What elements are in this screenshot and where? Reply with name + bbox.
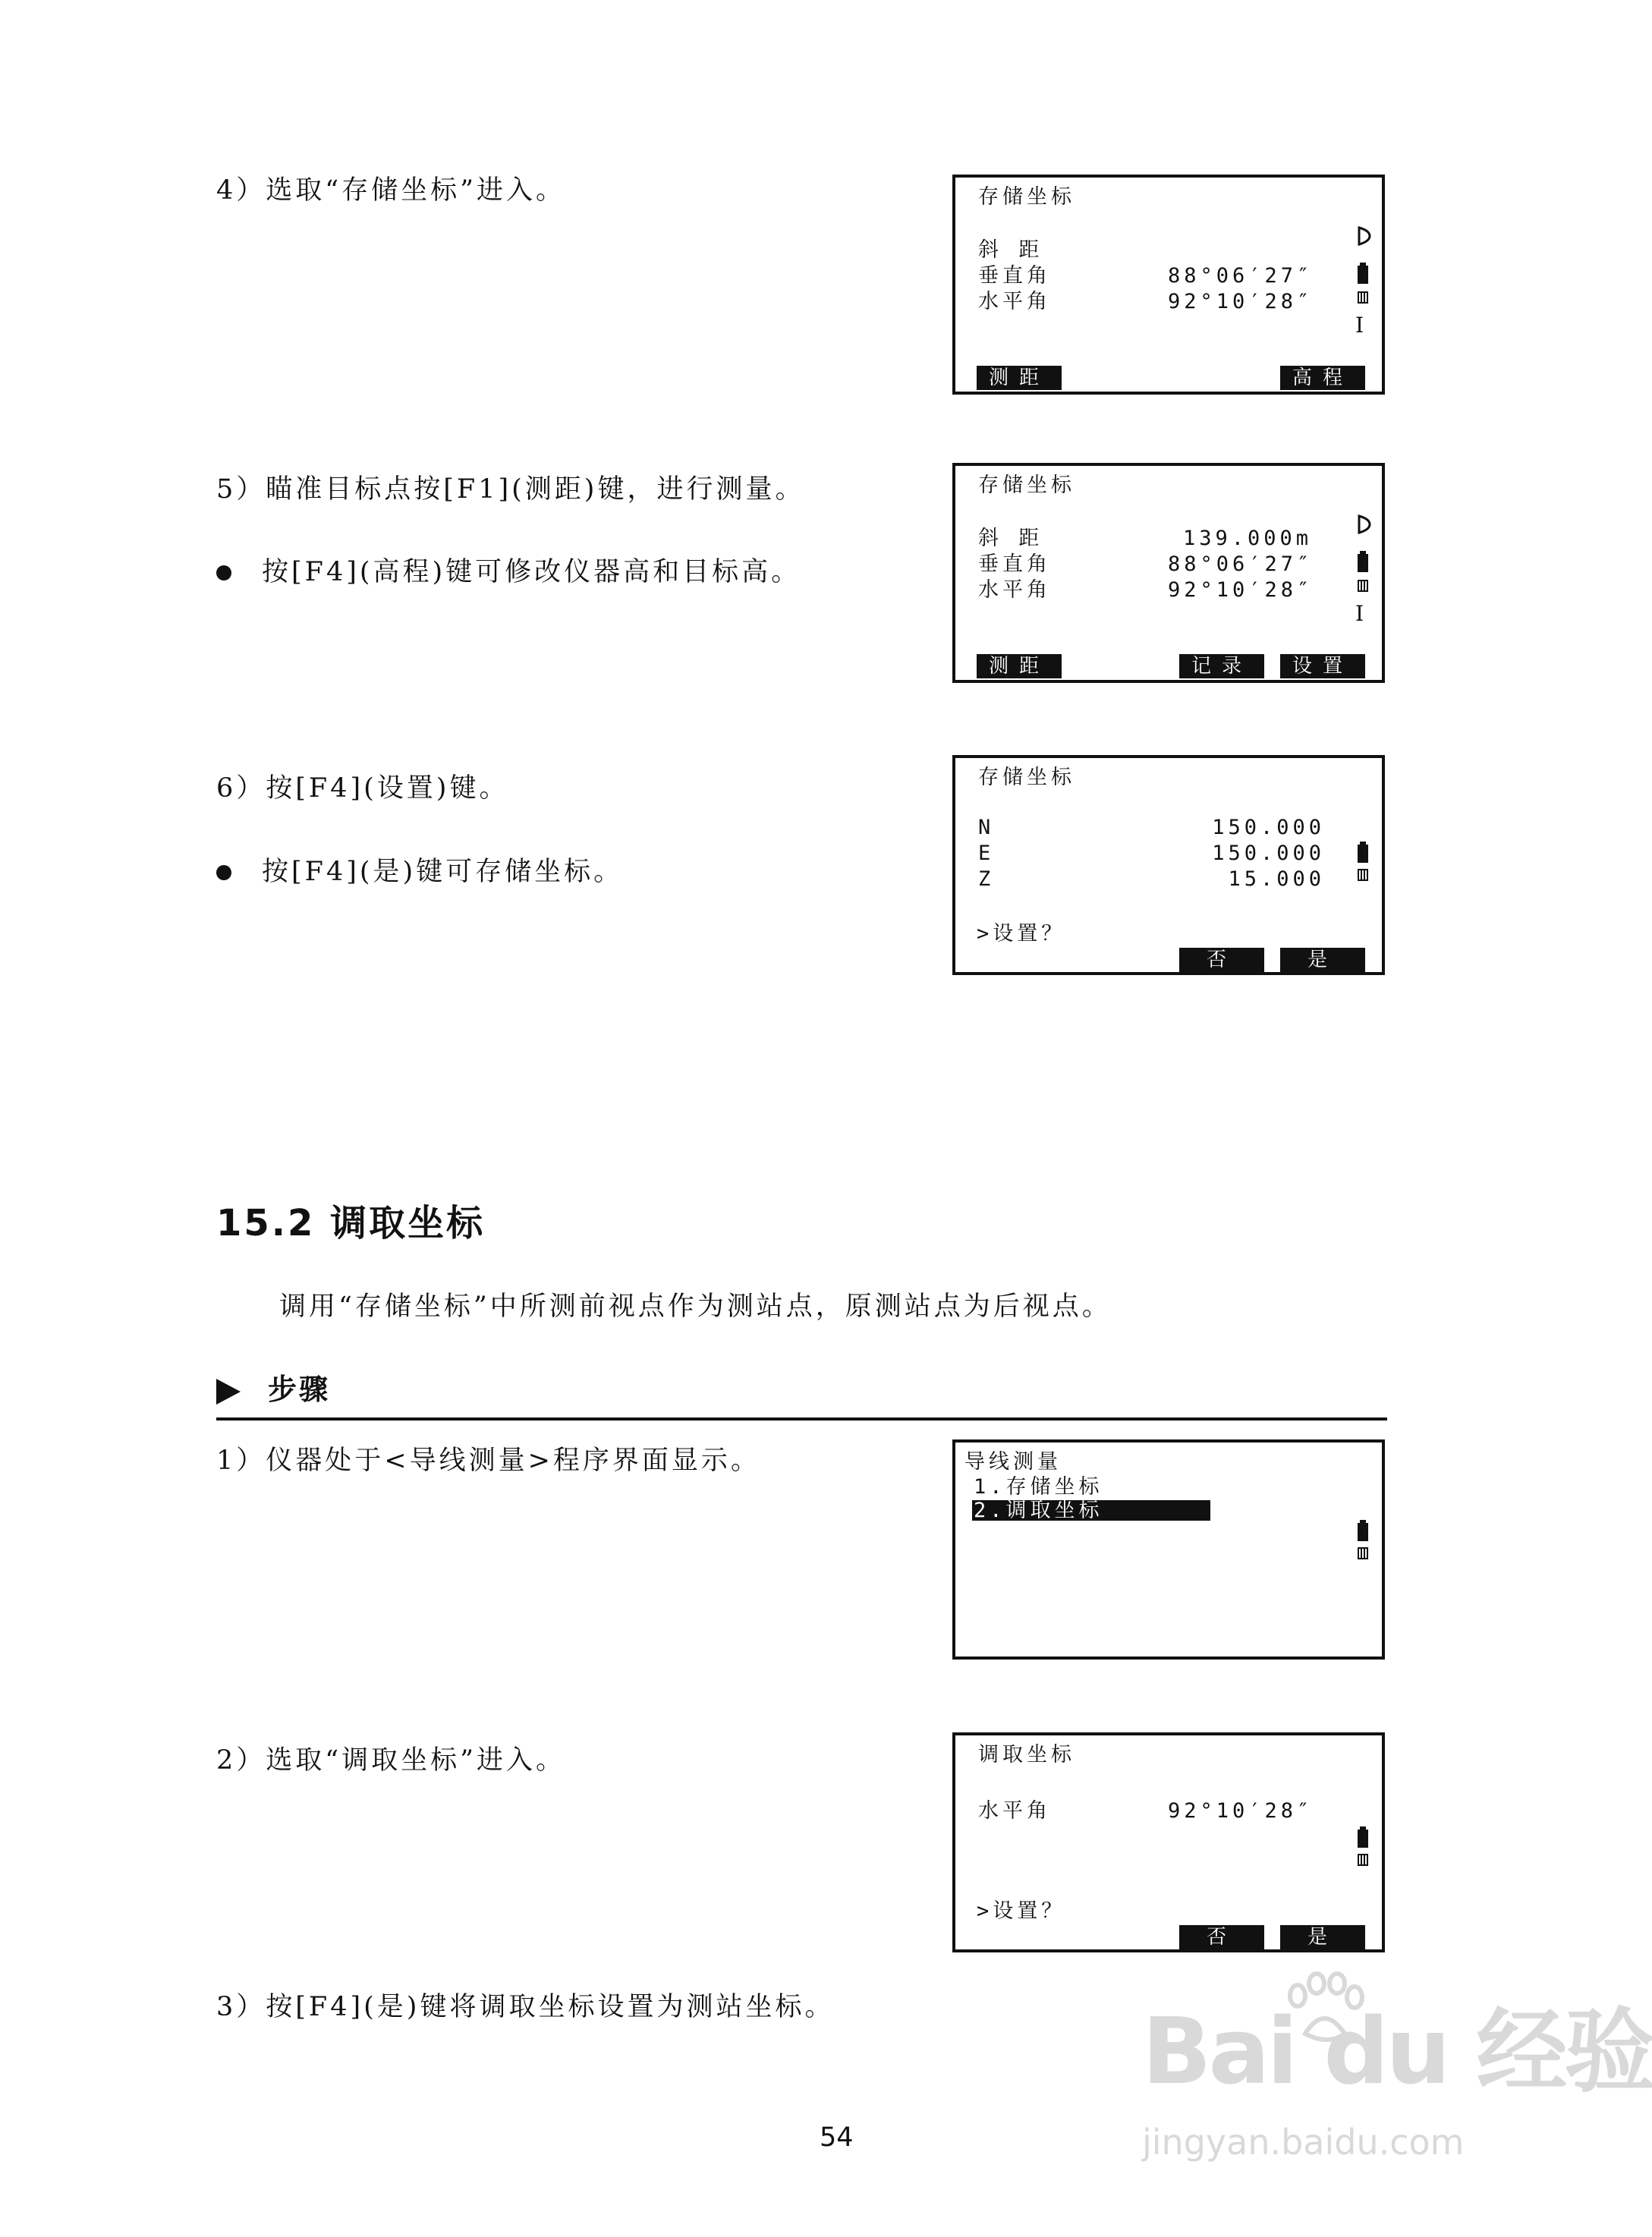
step-2-text: 2）选取“调取坐标”进入。 <box>216 1745 566 1776</box>
softkey-f4-yes[interactable]: 是 <box>1280 948 1365 972</box>
row-label-horizontal-angle: 水平角 <box>978 578 1051 602</box>
screen-title: 调取坐标 <box>978 1743 1075 1767</box>
watermark-url: jingyan.baidu.com <box>1142 2122 1465 2163</box>
battery-icon <box>1358 842 1368 863</box>
bullet-icon <box>216 865 231 880</box>
softkey-f4[interactable]: 设置 <box>1280 654 1365 678</box>
z-value: 15.000 <box>1228 867 1325 891</box>
row-label-horizontal-angle: 水平角 <box>978 1799 1051 1823</box>
battery-icon <box>1358 1520 1368 1541</box>
screen-title: 导线测量 <box>964 1450 1062 1474</box>
step-4-text: 4）选取“存储坐标”进入。 <box>216 175 566 206</box>
softkey-f1[interactable]: 测距 <box>977 654 1062 678</box>
bullet-icon <box>216 565 231 580</box>
softkey-f3-no[interactable]: 否 <box>1179 1925 1264 1949</box>
vertical-angle-value: 88°06′27″ <box>1168 552 1314 576</box>
row-label-z: Z <box>978 867 995 891</box>
softkey-f4[interactable]: 高程 <box>1280 366 1365 390</box>
signal-icon <box>1358 869 1368 881</box>
softkey-f3-no[interactable]: 否 <box>1179 948 1264 972</box>
step-5-note: 按[F4](高程)键可修改仪器高和目标高。 <box>262 557 801 587</box>
menu-item-store-coordinates[interactable]: 1.存储坐标 <box>974 1475 1103 1499</box>
page-number: 54 <box>820 2122 854 2153</box>
vertical-angle-value: 88°06′27″ <box>1168 264 1314 288</box>
confirm-prompt: >设置？ <box>977 1899 1066 1923</box>
softkey-f4-yes[interactable]: 是 <box>1280 1925 1365 1949</box>
section-title: 15.2 调取坐标 <box>216 1202 486 1244</box>
step-5-text: 5）瞄准目标点按[F1](测距)键，进行测量。 <box>216 474 805 505</box>
status-indicator: I <box>1355 601 1364 626</box>
screen-title: 存储坐标 <box>978 766 1075 789</box>
signal-icon <box>1358 580 1368 592</box>
row-label-e: E <box>978 842 995 865</box>
step-6-note: 按[F4](是)键可存储坐标。 <box>262 857 624 887</box>
row-label-vertical-angle: 垂直角 <box>978 264 1051 288</box>
lcd-screen-traverse-menu <box>952 1439 1385 1660</box>
steps-heading <box>216 1375 330 1405</box>
step-3-text: 3）按[F4](是)键将调取坐标设置为测站坐标。 <box>216 1992 835 2022</box>
watermark-brand: Bai du 经验 <box>1142 1999 1652 2105</box>
lcd-screen-store-coordinates-3 <box>952 755 1385 975</box>
triangle-icon <box>216 1379 241 1405</box>
battery-icon <box>1358 263 1368 284</box>
horizontal-angle-value: 92°10′28″ <box>1168 1799 1314 1823</box>
prism-icon <box>1358 226 1371 246</box>
heading-rule <box>216 1417 1387 1421</box>
signal-icon <box>1358 1854 1368 1866</box>
horizontal-angle-value: 92°10′28″ <box>1168 290 1314 313</box>
screen-title: 存储坐标 <box>978 185 1075 209</box>
status-indicator: I <box>1355 313 1364 338</box>
signal-icon <box>1358 1547 1368 1559</box>
slope-distance-value: 139.000m <box>1183 527 1313 550</box>
screen-title: 存储坐标 <box>978 474 1075 497</box>
step-6-text: 6）按[F4](设置)键。 <box>216 773 509 804</box>
row-label-horizontal-angle: 水平角 <box>978 290 1051 313</box>
row-label-n: N <box>978 816 995 839</box>
horizontal-angle-value: 92°10′28″ <box>1168 578 1314 602</box>
row-label-slope-distance: 斜 距 <box>978 527 1043 550</box>
n-value: 150.000 <box>1212 816 1325 839</box>
lcd-screen-recall-coordinates <box>952 1732 1385 1952</box>
signal-icon <box>1358 291 1368 304</box>
lcd-screen-store-coordinates-1 <box>952 175 1385 395</box>
lcd-screen-store-coordinates-2 <box>952 463 1385 683</box>
battery-icon <box>1358 1826 1368 1848</box>
menu-item-recall-coordinates[interactable]: 2.调取坐标 <box>972 1500 1210 1521</box>
softkey-f1[interactable]: 测距 <box>977 366 1062 390</box>
battery-icon <box>1358 551 1368 572</box>
row-label-vertical-angle: 垂直角 <box>978 552 1051 576</box>
softkey-f3[interactable]: 记录 <box>1179 654 1264 678</box>
confirm-prompt: >设置？ <box>977 922 1066 945</box>
section-intro: 调用“存储坐标”中所测前视点作为测站点，原测站点为后视点。 <box>279 1292 1112 1322</box>
e-value: 150.000 <box>1212 842 1325 865</box>
prism-icon <box>1358 514 1371 534</box>
step-1-text: 1）仪器处于<导线测量>程序界面显示。 <box>216 1446 760 1476</box>
row-label-slope-distance: 斜 距 <box>978 238 1043 262</box>
steps-heading-label: 步骤 <box>268 1373 331 1406</box>
